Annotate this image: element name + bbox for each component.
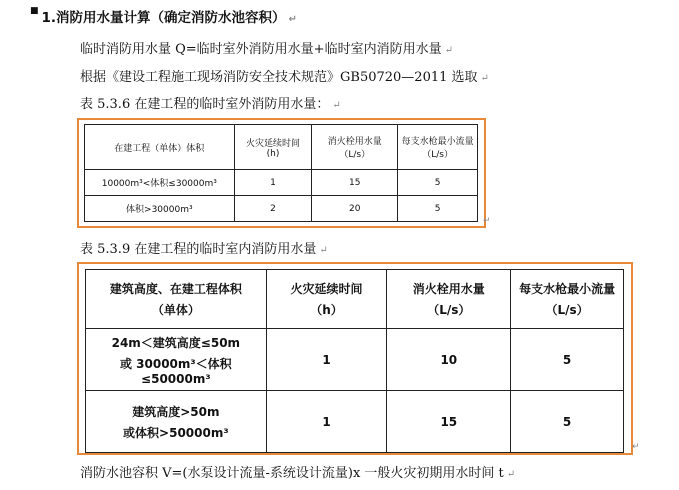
section-heading (30, 6, 297, 26)
para1-text: 临时消防用水量 Q=临时室外消防用水量+临时室内消防用水量 (80, 42, 442, 57)
table-cell: 1 (266, 391, 387, 453)
table-cell: 5 (398, 196, 478, 222)
header-cell: 每支水枪最小流量 （L/s） (398, 125, 478, 170)
header-cell: 每支水枪最小流量 （L/s） (511, 270, 624, 329)
table2-frame (77, 262, 633, 455)
table-row (86, 329, 624, 391)
table1-caption (80, 93, 341, 112)
indoor-water-table (85, 269, 624, 453)
header-cell: 火灾延续时间 （h） (266, 270, 387, 329)
table-cell: 15 (312, 170, 398, 196)
para2-text: 根据《建设工程施工现场消防安全技术规范》GB50720—2011 选取 (80, 70, 478, 85)
table-cell: 10 (387, 329, 511, 391)
table-cell: 15 (387, 391, 511, 453)
paragraph-mark: ↵ (632, 442, 640, 452)
table-row (85, 196, 478, 222)
paragraph-mark: ↵ (332, 100, 341, 111)
table-cell: 1 (234, 170, 312, 196)
table-header-row (86, 270, 624, 329)
table-cell: 10000m³<体积≤30000m³ (85, 170, 235, 196)
caption1-text: 表 5.3.6 在建工程的临时室外消防用水量： (80, 97, 330, 112)
paragraph-mark: ↵ (506, 469, 516, 480)
paragraph-mark: ↵ (480, 73, 489, 84)
table1-frame (77, 118, 486, 228)
paragraph-mark: ↵ (288, 14, 297, 25)
table-cell: 5 (511, 391, 624, 453)
table-cell: 2 (234, 196, 312, 222)
caption2-text: 表 5.3.9 在建工程的临时室内消防用水量 (80, 242, 317, 257)
table-cell: 20 (312, 196, 398, 222)
table-cell: 建筑高度>50m 或体积>50000m³ (86, 391, 267, 453)
header-cell: 消火栓用水量 （L/s） (387, 270, 511, 329)
standard-paragraph (80, 66, 489, 85)
table-cell: 1 (266, 329, 387, 391)
header-cell: 火灾延续时间 (h) (234, 125, 312, 170)
table-cell: 5 (511, 329, 624, 391)
table-cell: 24m＜建筑高度≤50m 或 30000m³＜体积≤50000m³ (86, 329, 267, 391)
header-cell: 在建工程（单体）体积 (85, 125, 235, 170)
footer-text: 消防水池容积 V=(水泵设计流量-系统设计流量)x 一般火灾初期用水时间 t (80, 466, 504, 481)
footer-paragraph (80, 462, 515, 481)
table-row (86, 391, 624, 453)
formula-paragraph (80, 38, 453, 57)
paragraph-mark: ↵ (483, 216, 491, 226)
bullet-icon: ■ (30, 6, 39, 16)
header-cell: 消火栓用水量 （L/s） (312, 125, 398, 170)
table-cell: 5 (398, 170, 478, 196)
table-row (85, 170, 478, 196)
heading-text: 1.消防用水量计算（确定消防水池容积） (41, 10, 286, 26)
paragraph-mark: ↵ (444, 45, 453, 56)
header-cell: 建筑高度、在建工程体积 （单体） (86, 270, 267, 329)
table2-caption (80, 238, 328, 257)
paragraph-mark: ↵ (319, 245, 328, 256)
table-header-row (85, 125, 478, 170)
table-cell: 体积>30000m³ (85, 196, 235, 222)
outdoor-water-table (84, 124, 478, 222)
